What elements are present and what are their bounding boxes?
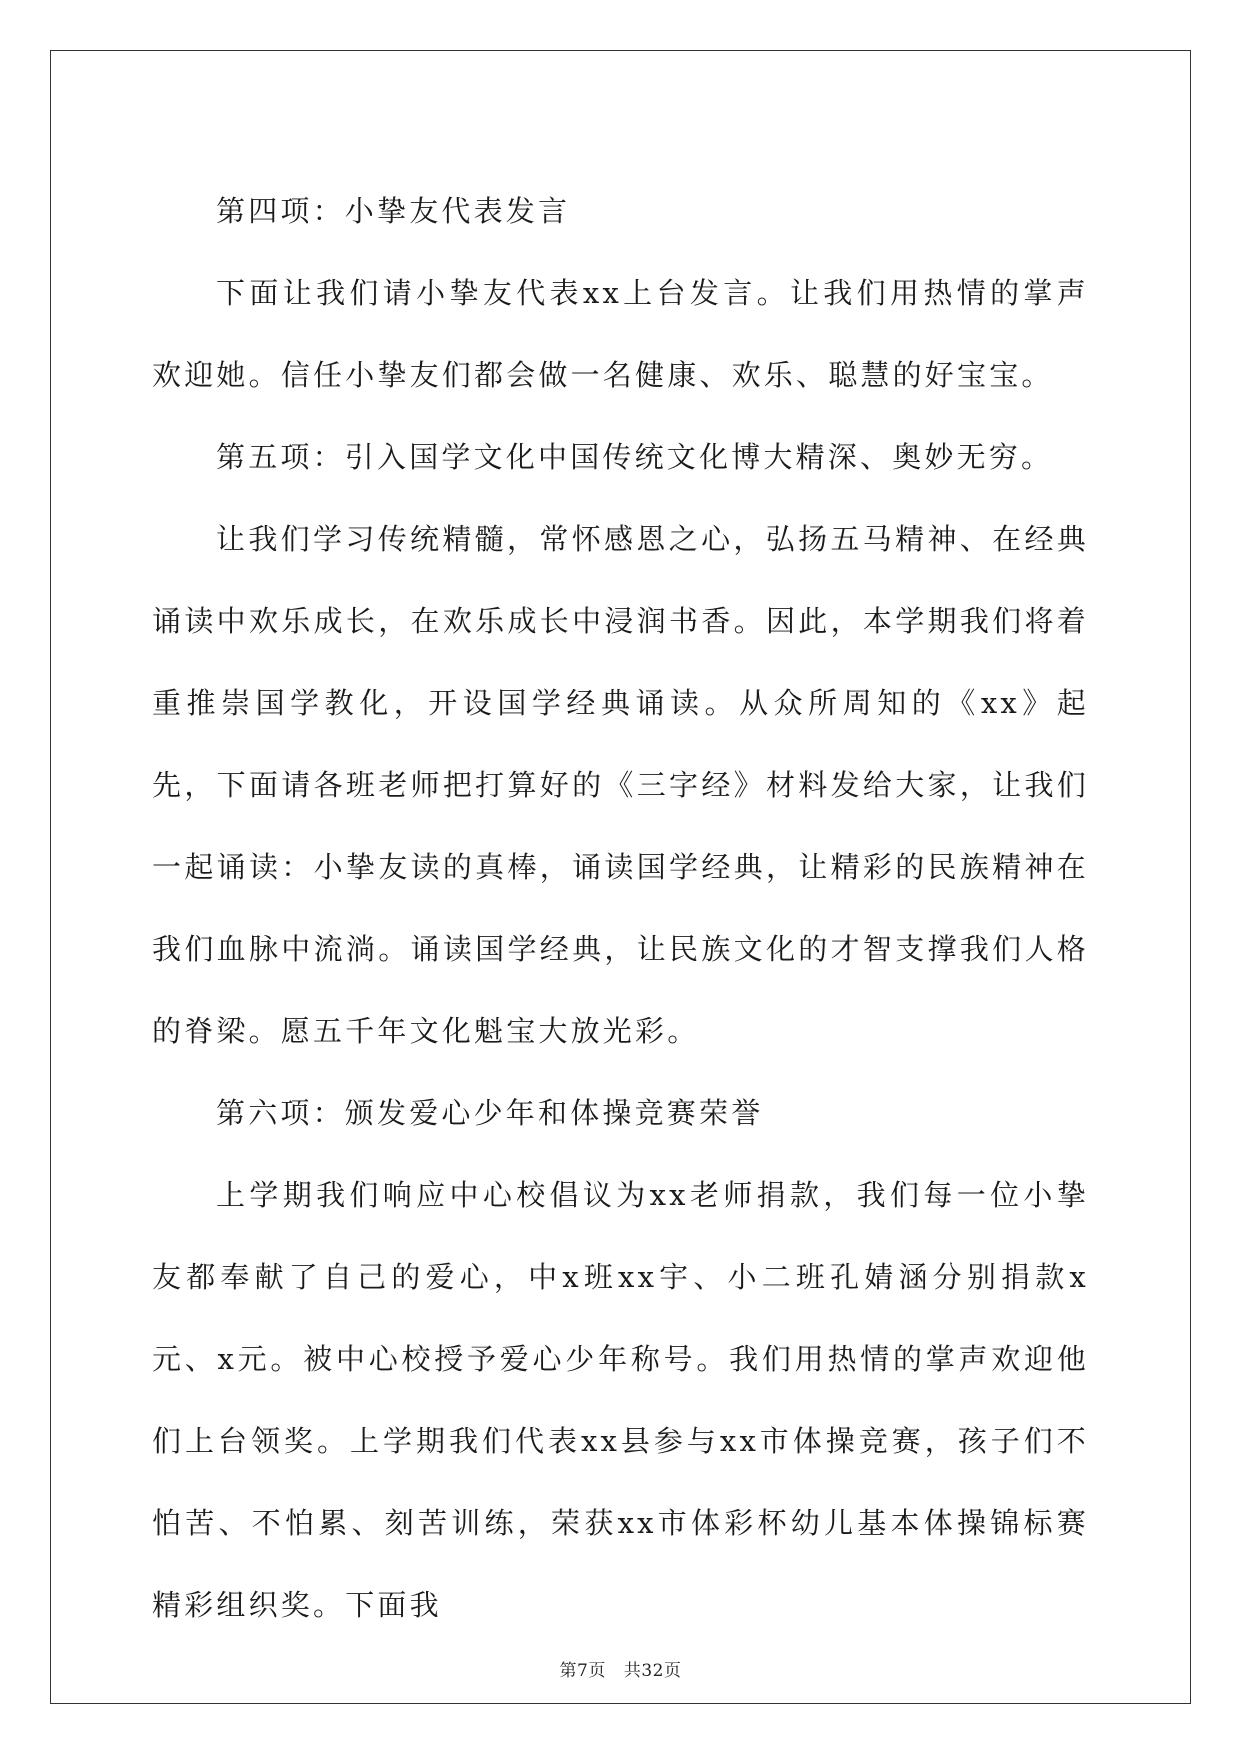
paragraph-item-5: 让我们学习传统精髓，常怀感恩之心，弘扬五马精神、在经典诵读中欢乐成长，在欢乐成长中浸润书香。因此，本学期我们将着重推崇国学教化，开设国学经典诵读。从众所周知的《xx》起先，下面请各班老师把打算好的《三字经》材料发给大家，让我们一起诵读：小挚友读的真棒，诵读国学经典，让精彩的民族精神在我们血脉中流淌。诵读国学经典，让民族文化的才智支撑我们人格的脊梁。愿五千年文化魁宝大放光彩。 [152,522,1089,1048]
paragraph-item-4: 下面让我们请小挚友代表xx上台发言。让我们用热情的掌声欢迎她。信任小挚友们都会做一名健康、欢乐、聪慧的好宝宝。 [152,276,1089,392]
heading-item-4: 第四项：小挚友代表发言 [216,194,571,228]
page-number: 第7页 [559,1661,606,1681]
paragraph-item-6: 上学期我们响应中心校倡议为xx老师捐款，我们每一位小挚友都奉献了自己的爱心，中x班xx宇、小二班孔婧涵分别捐款x元、x元。被中心校授予爱心少年称号。我们用热情的掌声欢迎他们上台领奖。上学期我们代表xx县参与xx市体操竞赛，孩子们不怕苦、不怕累、刻苦训练，荣获xx市体彩杯幼儿基本体操锦标赛精彩组织奖。下面我 [152,1178,1089,1622]
page-total: 共32页 [623,1661,682,1681]
document-body [152,170,1089,1646]
page-footer [0,1656,1241,1681]
heading-item-6: 第六项：颁发爱心少年和体操竞赛荣誉 [216,1096,764,1130]
heading-item-5: 第五项：引入国学文化中国传统文化博大精深、奥妙无穷。 [216,440,1054,474]
